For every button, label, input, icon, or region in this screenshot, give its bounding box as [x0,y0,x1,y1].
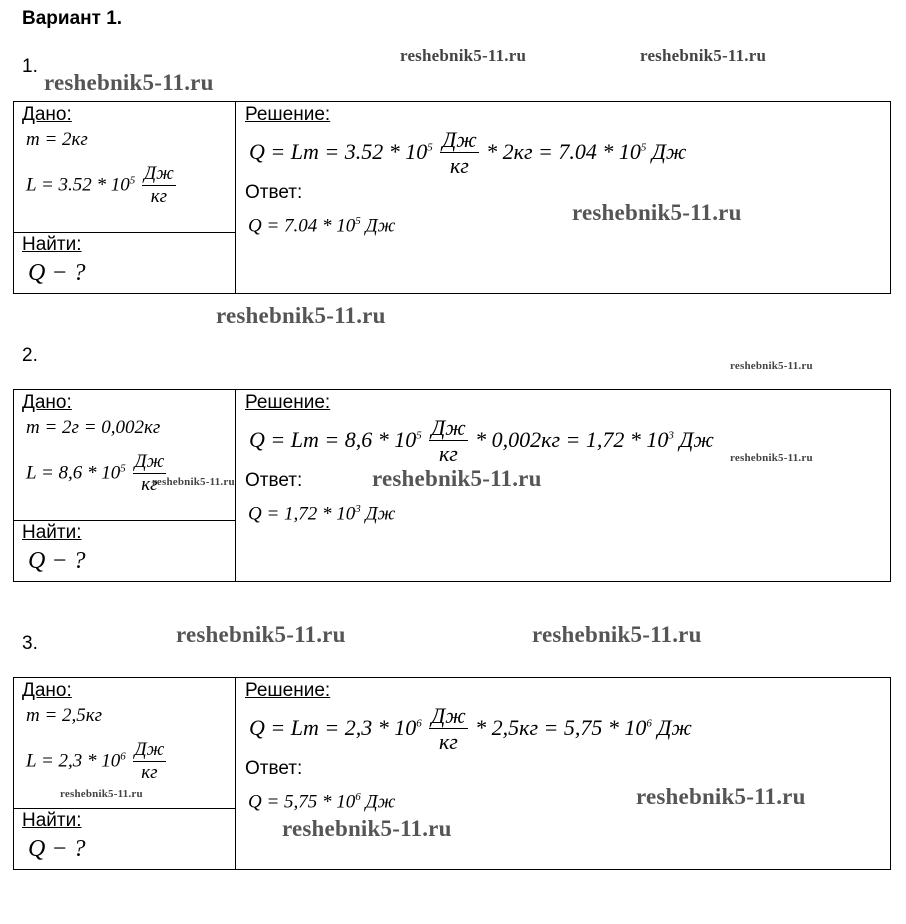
answer-label: Ответ: [245,758,303,779]
watermark: reshebnik5-11.ru [60,788,143,800]
problem-table-3 [13,677,891,870]
solution-formula: $Q = Lm = 8,6 * 10^5$ $\frac{Дж}{кг}$ * $0,002кг = 1,72 * 10^3$ Дж [249,415,714,467]
row-divider [14,232,235,233]
watermark: reshebnik5-11.ru [152,476,235,488]
watermark: reshebnik5-11.ru [372,466,542,491]
find-label: Найти: [22,522,82,543]
watermark: reshebnik5-11.ru [532,622,702,647]
find-value: Q − ? [28,836,86,862]
given-mass: m = 2г = 0,002кг [26,417,161,438]
column-divider [235,102,236,293]
column-divider [235,678,236,869]
given-label: Дано: [22,392,72,413]
given-heat: $L = 3.52 * 10^5$ $\frac{Дж}{кг}$ [26,163,174,207]
answer-value: $Q = 5,75 * 10^6$ Дж [248,791,396,813]
row-divider [14,808,235,809]
watermark: reshebnik5-11.ru [400,46,527,65]
solution-formula: $Q = Lm = 3.52 * 10^5$ $\frac{Дж}{кг}$ * $2кг = 7.04 * 10^5$ Дж [249,127,687,179]
watermark: reshebnik5-11.ru [640,46,767,65]
given-mass: m = 2кг [26,129,88,150]
watermark: reshebnik5-11.ru [176,622,346,647]
given-label: Дано: [22,104,72,125]
answer-value: $Q = 1,72 * 10^3$ Дж [248,503,396,525]
watermark: reshebnik5-11.ru [730,452,813,464]
find-label: Найти: [22,810,82,831]
page-title: Вариант 1. [22,8,123,29]
answer-value: $Q = 7.04 * 10^5$ Дж [248,215,396,237]
watermark: reshebnik5-11.ru [216,303,386,328]
answer-label: Ответ: [245,182,303,203]
watermark: reshebnik5-11.ru [730,360,813,372]
find-label: Найти: [22,234,82,255]
given-heat: $L = 2,3 * 10^6$ $\frac{Дж}{кг}$ [26,739,165,783]
problem-number-1: 1. [22,56,38,77]
row-divider [14,520,235,521]
solution-label: Решение: [245,680,331,701]
problem-table-2 [13,389,891,582]
problem-table-1 [13,101,891,294]
watermark: reshebnik5-11.ru [636,784,806,809]
solution-label: Решение: [245,104,331,125]
find-value: Q − ? [28,260,86,286]
watermark: reshebnik5-11.ru [282,816,452,841]
problem-number-2: 2. [22,345,38,366]
solution-formula: $Q = Lm = 2,3 * 10^6$ $\frac{Дж}{кг}$ * $2,5кг = 5,75 * 10^6$ Дж [249,703,692,755]
given-label: Дано: [22,680,72,701]
solution-label: Решение: [245,392,331,413]
given-mass: m = 2,5кг [26,705,103,726]
watermark: reshebnik5-11.ru [44,70,214,95]
watermark: reshebnik5-11.ru [572,200,742,225]
column-divider [235,390,236,581]
find-value: Q − ? [28,548,86,574]
answer-label: Ответ: [245,470,303,491]
given-heat: $L = 8,6 * 10^5$ $\frac{Дж}{кг}$ [26,451,165,495]
problem-number-3: 3. [22,633,38,654]
